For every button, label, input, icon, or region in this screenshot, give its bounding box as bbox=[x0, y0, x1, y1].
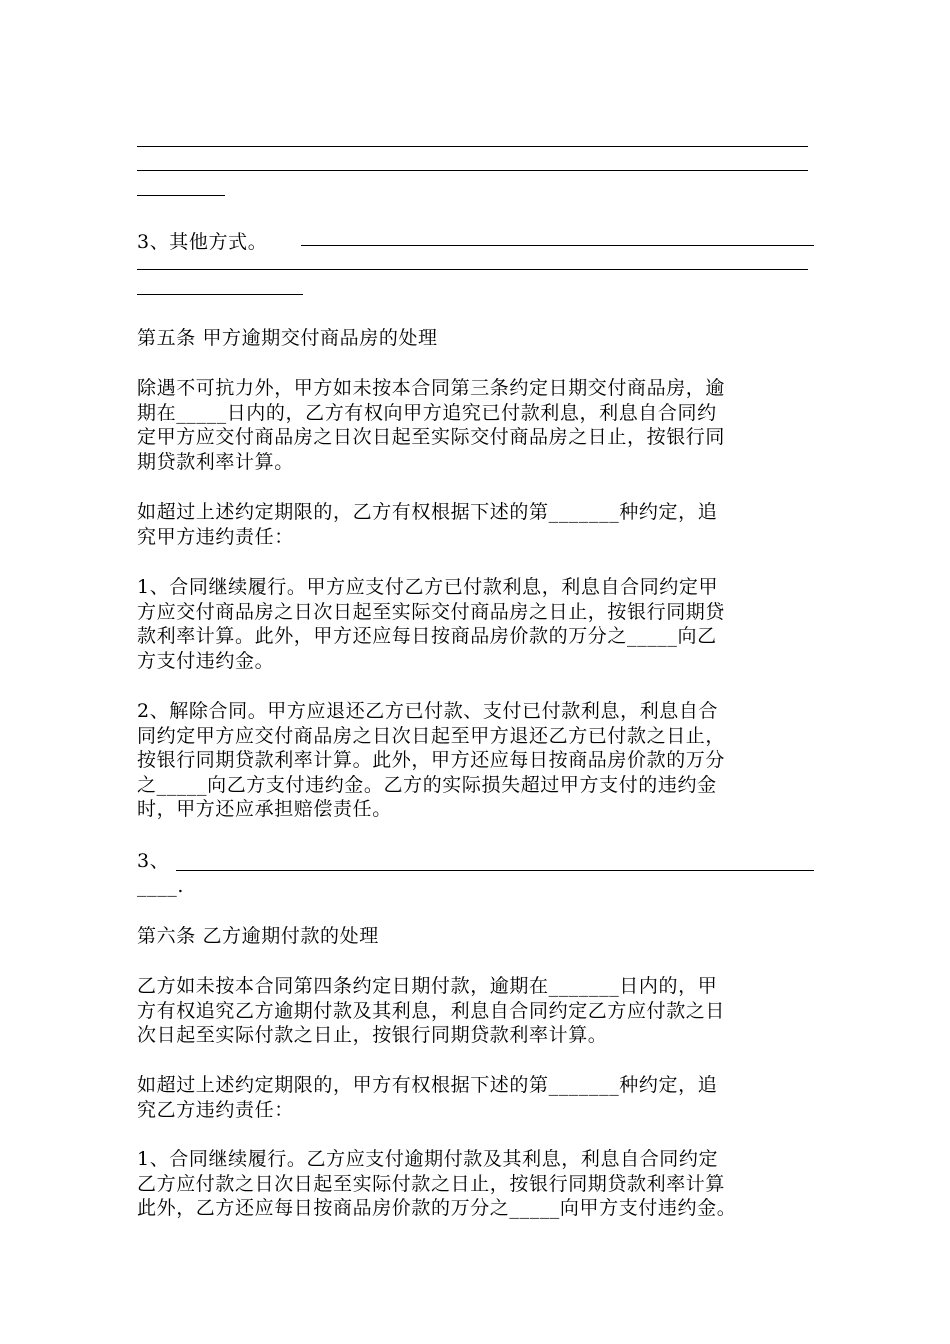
article6-paragraph-1 bbox=[137, 974, 817, 1048]
text-line: 次日起至实际付款之日止，按银行同期贷款利率计算。 bbox=[137, 1024, 608, 1046]
article5-paragraph-1 bbox=[137, 376, 817, 474]
article5-item-1 bbox=[137, 575, 817, 673]
blank-line bbox=[176, 870, 814, 871]
text-line: 此外，乙方还应每日按商品房价款的万分之_____向甲方支付违约金。 bbox=[137, 1197, 737, 1219]
article6-paragraph-2 bbox=[137, 1073, 817, 1122]
text-line: 时，甲方还应承担赔偿责任。 bbox=[137, 798, 392, 820]
article6-heading: 第六条 乙方逾期付款的处理 bbox=[137, 925, 379, 947]
text-line: 如超过上述约定期限的，甲方有权根据下述的第_______种约定，追 bbox=[137, 1074, 718, 1096]
text-line: 除遇不可抗力外，甲方如未按本合同第三条约定日期交付商品房，逾 bbox=[137, 377, 726, 399]
blank-line bbox=[301, 245, 814, 246]
text-line: 乙方如未按本合同第四条约定日期付款，逾期在_______日内的，甲 bbox=[137, 975, 718, 997]
text-line: 究甲方违约责任： bbox=[137, 525, 294, 548]
article6-item-1 bbox=[137, 1147, 817, 1221]
article5-item-3-end: ____. bbox=[137, 875, 185, 897]
text-line: 期贷款利率计算。 bbox=[137, 450, 294, 473]
article5-paragraph-2 bbox=[137, 500, 817, 549]
text-line: 如超过上述约定期限的，乙方有权根据下述的第_______种约定，追 bbox=[137, 501, 718, 523]
article5-heading: 第五条 甲方逾期交付商品房的处理 bbox=[137, 327, 438, 349]
text-line: 同约定甲方应交付商品房之日次日起至甲方退还乙方已付款之日止， bbox=[137, 724, 726, 747]
text-line: 方应交付商品房之日次日起至实际交付商品房之日止，按银行同期贷 bbox=[137, 600, 726, 623]
blank-line bbox=[137, 294, 303, 295]
text-line: 方支付违约金。 bbox=[137, 649, 275, 672]
text-line: 期在_____日内的，乙方有权向甲方追究已付款利息，利息自合同约 bbox=[137, 401, 717, 424]
blank-line bbox=[137, 170, 808, 171]
text-line: 款利率计算。此外，甲方还应每日按商品房价款的万分之_____向乙 bbox=[137, 625, 717, 647]
text-line: 按银行同期贷款利率计算。此外，甲方还应每日按商品房价款的万分 bbox=[137, 749, 726, 771]
text-line: 1、合同继续履行。甲方应支付乙方已付款利息，利息自合同约定甲 bbox=[137, 576, 719, 598]
text-line: 乙方应付款之日次日起至实际付款之日止，按银行同期贷款利率计算 bbox=[137, 1172, 726, 1195]
text-line: 定甲方应交付商品房之日次日起至实际交付商品房之日止，按银行同 bbox=[137, 426, 726, 448]
text-line: 1、合同继续履行。乙方应支付逾期付款及其利息，利息自合同约定 bbox=[137, 1148, 719, 1170]
blank-line bbox=[137, 146, 808, 147]
text-line: 2、解除合同。甲方应退还乙方已付款、支付已付款利息，利息自合 bbox=[137, 700, 719, 722]
item3-other-label: 3、其他方式。 bbox=[137, 231, 268, 253]
article5-item-2 bbox=[137, 699, 817, 822]
text-line: 之_____向乙方支付违约金。乙方的实际损失超过甲方支付的违约金 bbox=[137, 773, 717, 796]
article5-item-3-label: 3、 bbox=[137, 850, 170, 872]
blank-line bbox=[137, 195, 225, 196]
text-line: 方有权追究乙方逾期付款及其利息，利息自合同约定乙方应付款之日 bbox=[137, 999, 726, 1022]
blank-line bbox=[137, 269, 808, 270]
text-line: 究乙方违约责任： bbox=[137, 1098, 294, 1121]
